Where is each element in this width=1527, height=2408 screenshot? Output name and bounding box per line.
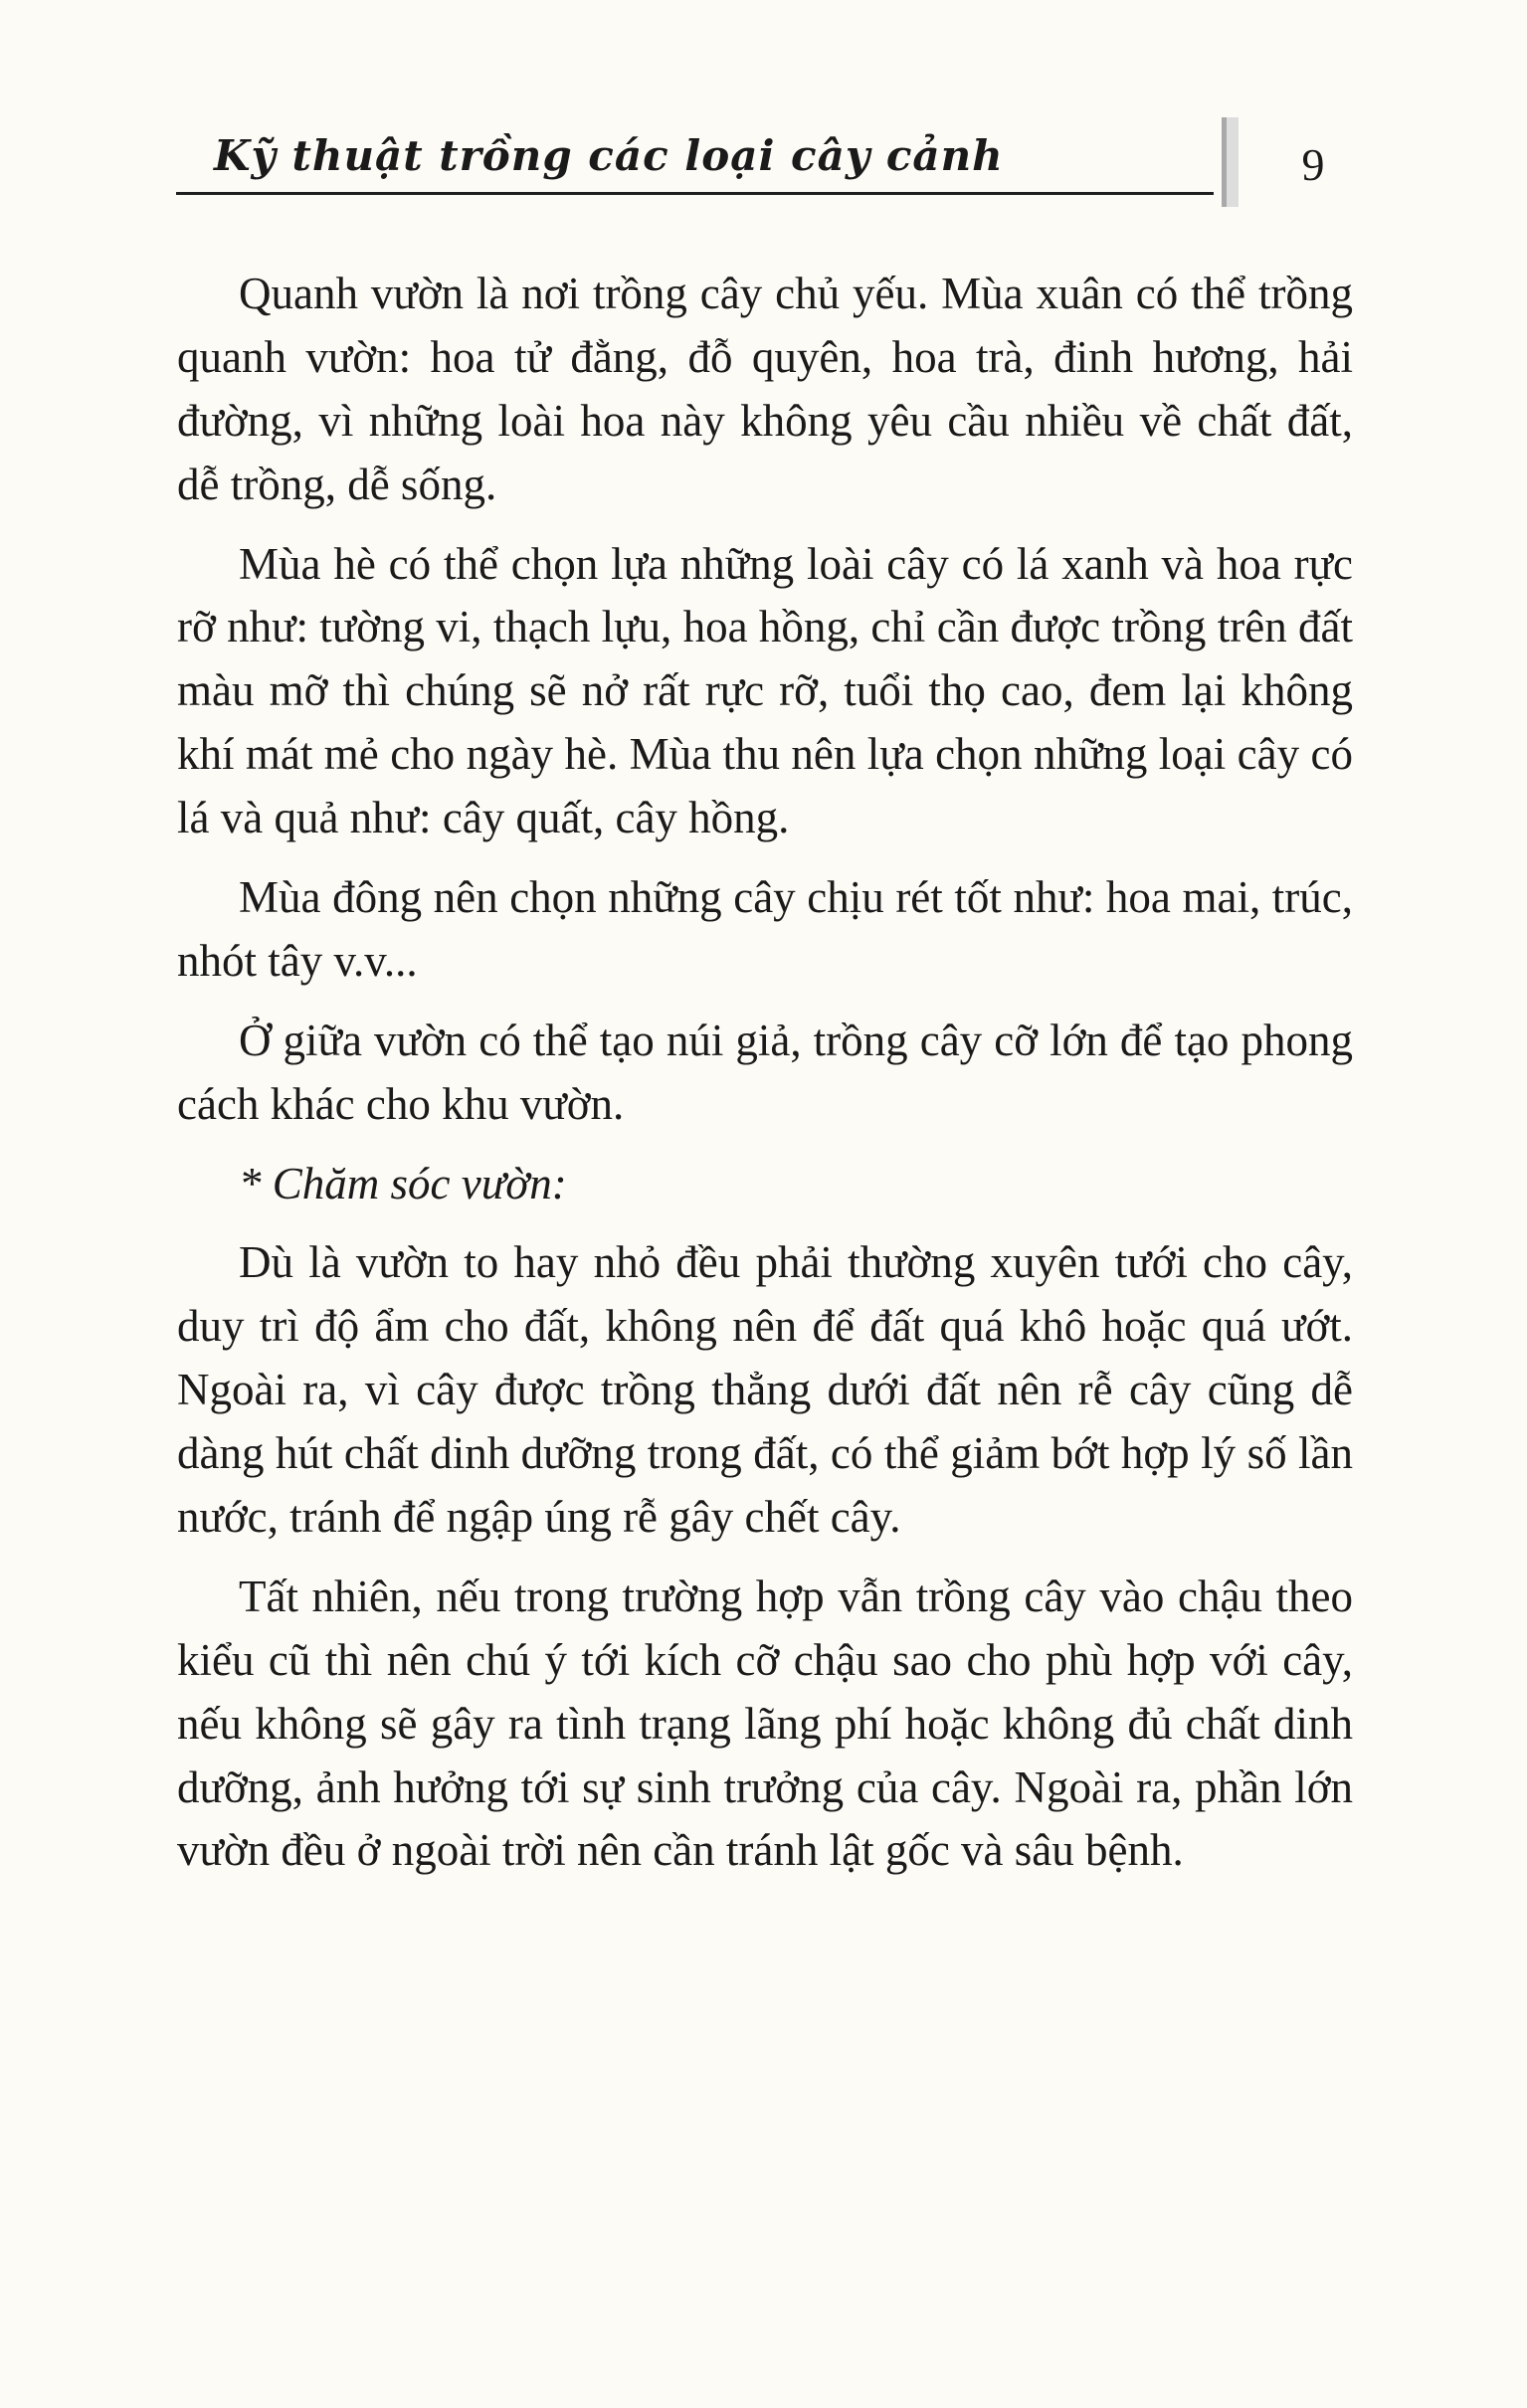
- body-paragraph: Dù là vườn to hay nhỏ đều phải thường xuyên tưới cho cây, duy trì độ ẩm cho đất, không nên để đất quá khô hoặc quá ướt. Ngoài ra, vì cây được trồng thẳng dưới đất nên rễ cây cũng dễ dàng hút chất dinh dưỡng trong đất, có thể giảm bớt hợp lý số lần nước, tránh để ngập úng rễ gây chết cây.: [177, 1237, 1353, 1543]
- body-paragraph: Ở giữa vườn có thể tạo núi giả, trồng cây cỡ lớn để tạo phong cách khác cho khu vườn.: [177, 1015, 1353, 1129]
- section-subheading: * Chăm sóc vườn:: [239, 1158, 567, 1208]
- page-number: 9: [1301, 139, 1325, 190]
- page-body: [177, 263, 1353, 1883]
- body-paragraph: Quanh vườn là nơi trồng cây chủ yếu. Mùa xuân có thể trồng quanh vườn: hoa tử đằng, đỗ quyên, hoa trà, đinh hương, hải đường, vì những loài hoa này không yêu cầu nhiều về chất đất, dễ trồng, dễ sống.: [177, 269, 1353, 509]
- body-paragraph: Mùa đông nên chọn những cây chịu rét tốt như: hoa mai, trúc, nhót tây v.v...: [177, 872, 1353, 986]
- body-paragraph: Tất nhiên, nếu trong trường hợp vẫn trồng cây vào chậu theo kiểu cũ thì nên chú ý tới kích cỡ chậu sao cho phù hợp với cây, nếu không sẽ gây ra tình trạng lãng phí hoặc không đủ chất dinh dưỡng, ảnh hưởng tới sự sinh trưởng của cây. Ngoài ra, phần lớn vườn đều ở ngoài trời nên cần tránh lật gốc và sâu bệnh.: [177, 1571, 1353, 1876]
- page-header: [0, 117, 1527, 195]
- body-paragraph: Mùa hè có thể chọn lựa những loài cây có lá xanh và hoa rực rỡ như: tường vi, thạch lựu, hoa hồng, chỉ cần được trồng trên đất màu mỡ thì chúng sẽ nở rất rực rỡ, tuổi thọ cao, đem lại không khí mát mẻ cho ngày hè. Mùa thu nên lựa chọn những loại cây có lá và quả như: cây quất, cây hồng.: [177, 538, 1353, 843]
- header-divider-bar: [1222, 117, 1239, 207]
- page-header-title: Kỹ thuật trồng các loại cây cảnh: [214, 131, 1004, 180]
- header-rule: [176, 131, 1214, 195]
